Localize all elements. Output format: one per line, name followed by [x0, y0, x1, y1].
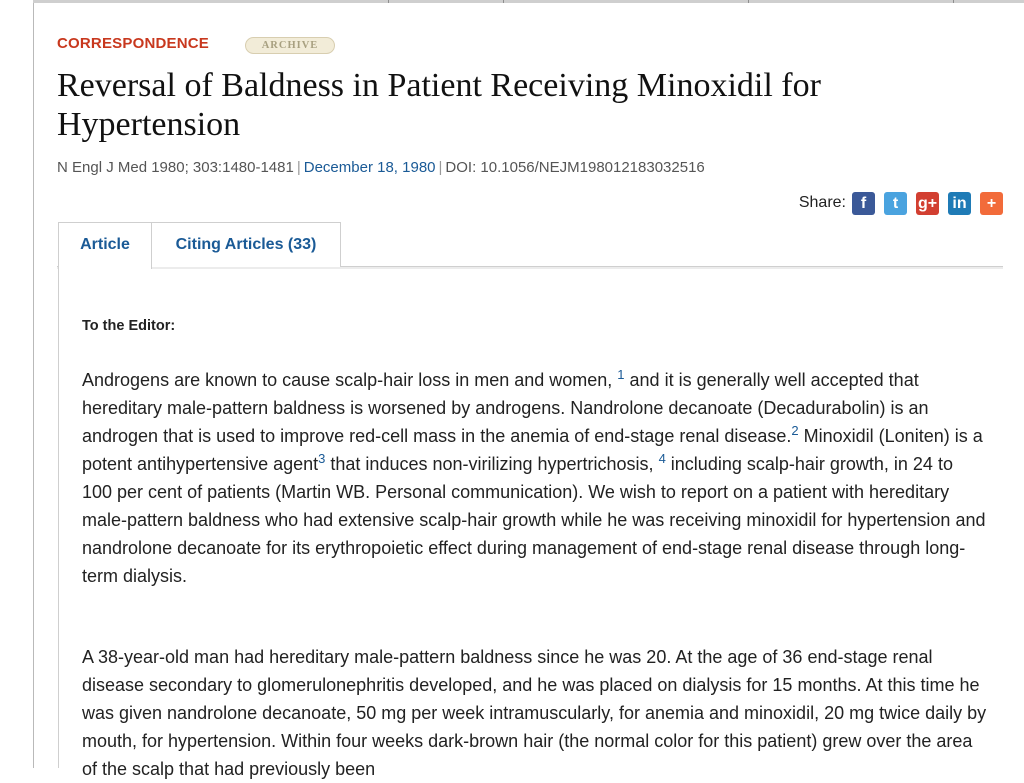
twitter-share-icon[interactable]: t [884, 192, 907, 215]
content-panel-border [58, 266, 59, 768]
share-label: Share: [798, 194, 846, 211]
linkedin-share-icon[interactable]: in [948, 192, 971, 215]
body-paragraph-1 [82, 366, 987, 590]
reference-link[interactable]: 2 [791, 423, 799, 438]
share-buttons [852, 192, 1003, 215]
citation-line [57, 159, 705, 176]
share-bar [799, 191, 1003, 215]
google-plus-share-icon[interactable]: g+ [916, 192, 939, 215]
facebook-share-icon[interactable]: f [852, 192, 875, 215]
publication-date-link[interactable]: December 18, 1980 [303, 159, 436, 176]
doi: DOI: 10.1056/NEJM198012183032516 [445, 159, 705, 176]
paragraph-text: and it is generally well accepted that hereditary male-pattern baldness is worsened by androgens. Nandrolone decanoate (Decadurabolin) is an androgen that is used to improve red-cell mass in the anemia of end-stage renal disease. [82, 370, 929, 446]
article-title: Reversal of Baldness in Patient Receiving Minoxidil for Hypertension [57, 67, 821, 143]
paragraph-text: Minoxidil (Loniten) is a potent antihypertensive agent [82, 426, 983, 474]
page-left-border [33, 0, 34, 768]
journal-reference: N Engl J Med 1980; 303:1480-1481 [57, 159, 294, 176]
reference-link[interactable]: 4 [658, 451, 666, 466]
more-share-icon[interactable]: + [980, 192, 1003, 215]
reference-link[interactable]: 3 [318, 451, 326, 466]
paragraph-text: including scalp-hair growth, in 24 to 100 per cent of patients (Martin WB. Personal communication). We wish to report on a patient with hereditary male-pattern baldness who had extensive scalp-hair growth while he was receiving minoxidil for hypertension and nandrolone decanoate for its erythropoietic effect during management of end-stage renal disease through long-term dialysis. [82, 454, 986, 586]
paragraph-text: Androgens are known to cause scalp-hair loss in men and women, [82, 370, 618, 390]
tab-citing-articles[interactable]: Citing Articles (33) [151, 222, 341, 267]
separator: | [438, 159, 443, 176]
salutation: To the Editor: [82, 318, 176, 334]
archive-badge: ARCHIVE [245, 37, 335, 54]
tab-bar-shadow [57, 267, 1003, 269]
separator: | [296, 159, 301, 176]
reference-link[interactable]: 1 [617, 367, 625, 382]
paragraph-text: that induces non-virilizing hypertrichosis, [325, 454, 659, 474]
top-toolbar-edge [33, 0, 1024, 3]
section-label[interactable]: CORRESPONDENCE [57, 35, 209, 52]
body-paragraph-2: A 38-year-old man had hereditary male-pattern baldness since he was 20. At the age of 36 end-stage renal disease secondary to glomerulonephritis developed, and he was placed on dialysis for 15 months. At this time he was given nandrolone decanoate, 50 mg per week intramuscularly, for anemia and minoxidil, 20 mg twice daily by mouth, for hypertension. Within four weeks dark-brown hair (the normal color for this patient) grew over the area of the scalp that had previously been [82, 647, 987, 779]
tab-article[interactable]: Article [58, 222, 152, 269]
